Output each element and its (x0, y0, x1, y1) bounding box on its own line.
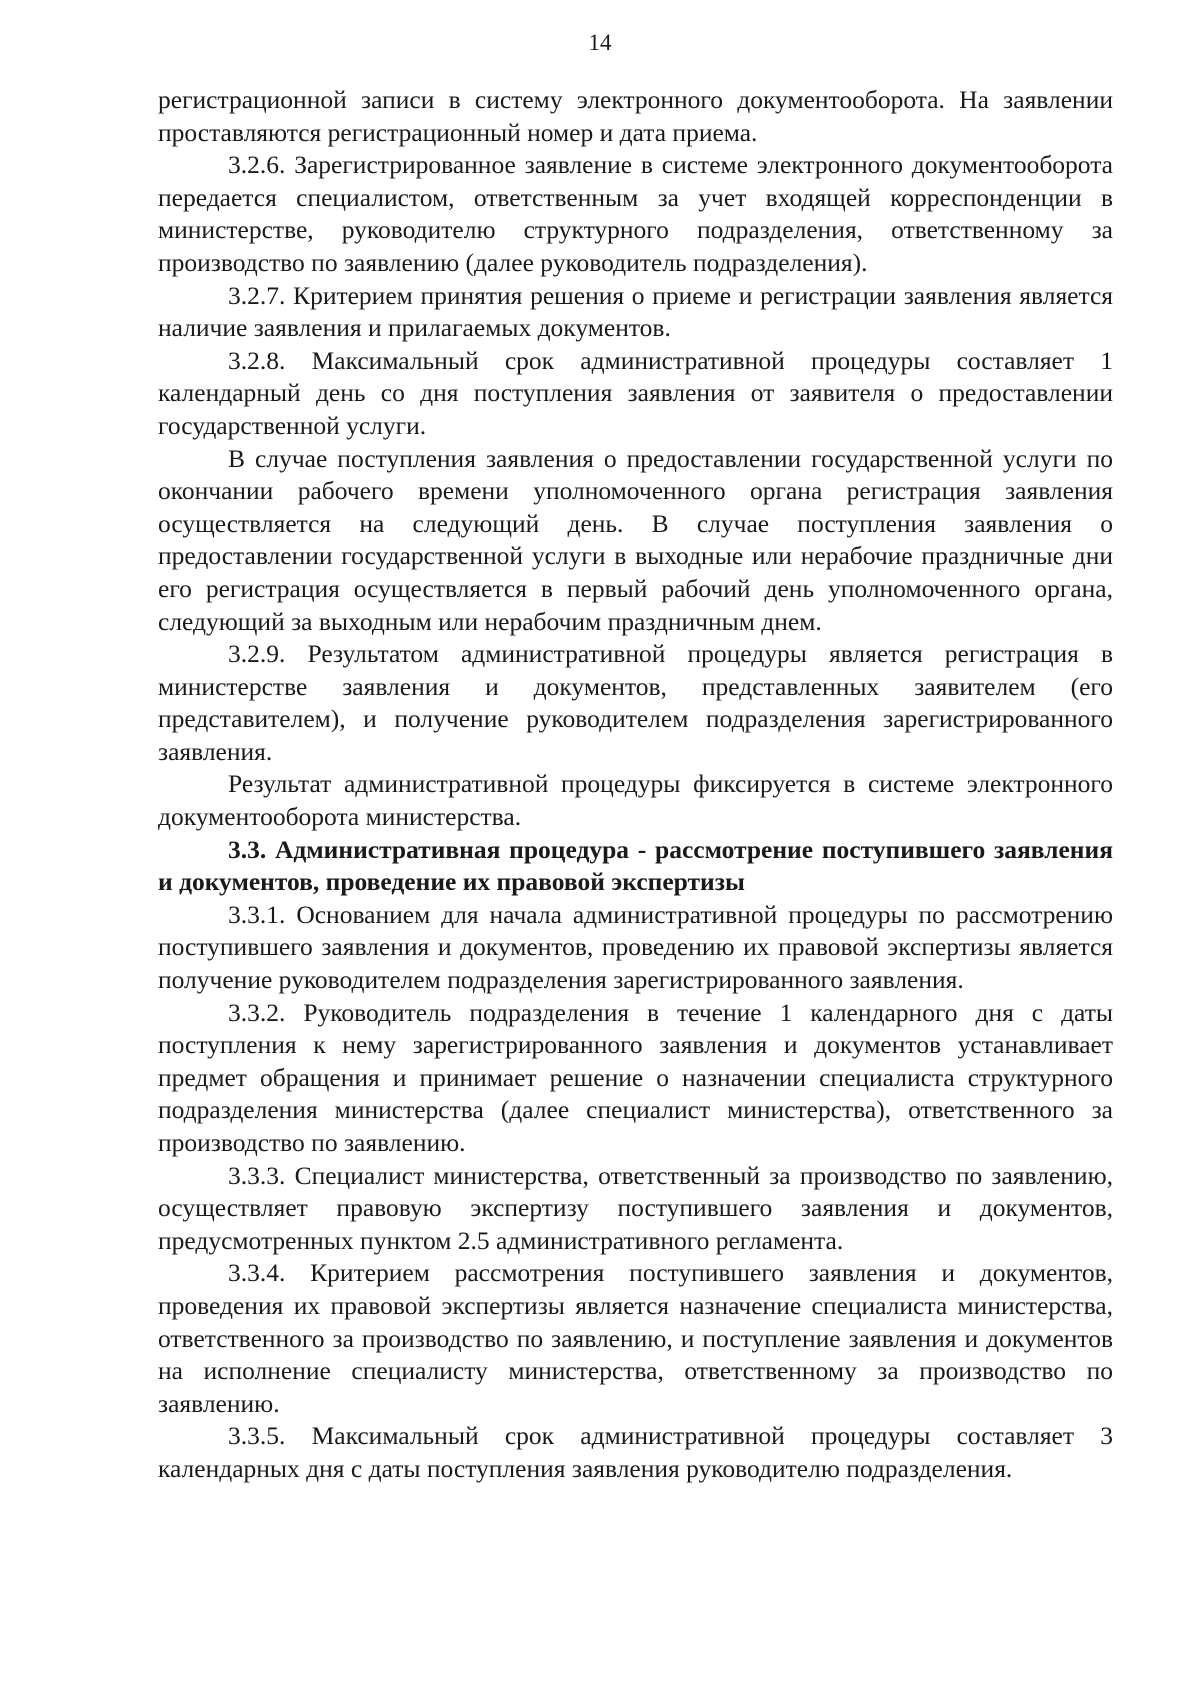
paragraph: 3.2.7. Критерием принятия решения о приеме и регистрации заявления является наличие заявления и прилагаемых документов. (158, 280, 1113, 343)
paragraph: 3.3.5. Максимальный срок административной процедуры составляет 3 календарных дня с даты поступления заявления руководителю подразделения. (158, 1421, 1113, 1483)
page-number: 14 (588, 30, 612, 55)
paragraph: 3.3.4. Критерием рассмотрения поступившего заявления и документов, проведения их правовой экспертизы является назначение специалиста министерства, ответственного за производство по заявлению, и поступление заявления и документов на исполнение специалисту министерства, ответственному за производство по заявлению. (158, 1258, 1113, 1418)
paragraph: 3.3.1. Основанием для начала административной процедуры по рассмотрению поступившего заявления и документов, проведению их правовой экспертизы является получение руководителем подразделения зарегистрированного заявления. (158, 899, 1113, 995)
paragraph: Результат административной процедуры фиксируется в системе электронного документооборота министерства. (158, 769, 1113, 832)
paragraph: 3.2.8. Максимальный срок административной процедуры составляет 1 календарный день со дня поступления заявления от заявителя о предоставлении государственной услуги. (158, 345, 1113, 440)
paragraph: 3.3.3. Специалист министерства, ответственный за производство по заявлению, осуществляет правовую экспертизу поступившего заявления и документов, предусмотренных пунктом 2.5 административного регламента. (158, 1160, 1113, 1255)
paragraph: В случае поступления заявления о предоставлении государственной услуги по окончании рабочего времени уполномоченного органа регистрация заявления осуществляется на следующий день. В случае поступления заявления о предоставлении государственной услуги в выходные или нерабочие праздничные дни его регистрация осуществляется в первый рабочий день уполномоченного органа, следующий за выходным или нерабочим праздничным днем. (158, 443, 1113, 636)
paragraph: регистрационной записи в систему электронного документооборота. На заявлении проставляются регистрационный номер и дата приема. (158, 85, 1113, 147)
document-body (158, 84, 1113, 1486)
section-heading: 3.3. Административная процедура - рассмотрение поступившего заявления и документов, проведение их правовой экспертизы (158, 834, 1113, 897)
paragraph: 3.2.6. Зарегистрированное заявление в системе электронного документооборота передается специалистом, ответственным за учет входящей корреспонденции в министерстве, руководителю структурного подразделения, ответственному за производство по заявлению (далее руководитель подразделения). (158, 150, 1113, 277)
paragraph: 3.2.9. Результатом административной процедуры является регистрация в министерстве заявления и документов, представленных заявителем (его представителем), и получение руководителем подразделения зарегистрированного заявления. (158, 639, 1113, 766)
paragraph: 3.3.2. Руководитель подразделения в течение 1 календарного дня с даты поступления к нему зарегистрированного заявления и документов устанавливает предмет обращения и принимает решение о назначении специалиста структурного подразделения министерства (далее специалист министерства), ответственного за производство по заявлению. (158, 997, 1113, 1157)
